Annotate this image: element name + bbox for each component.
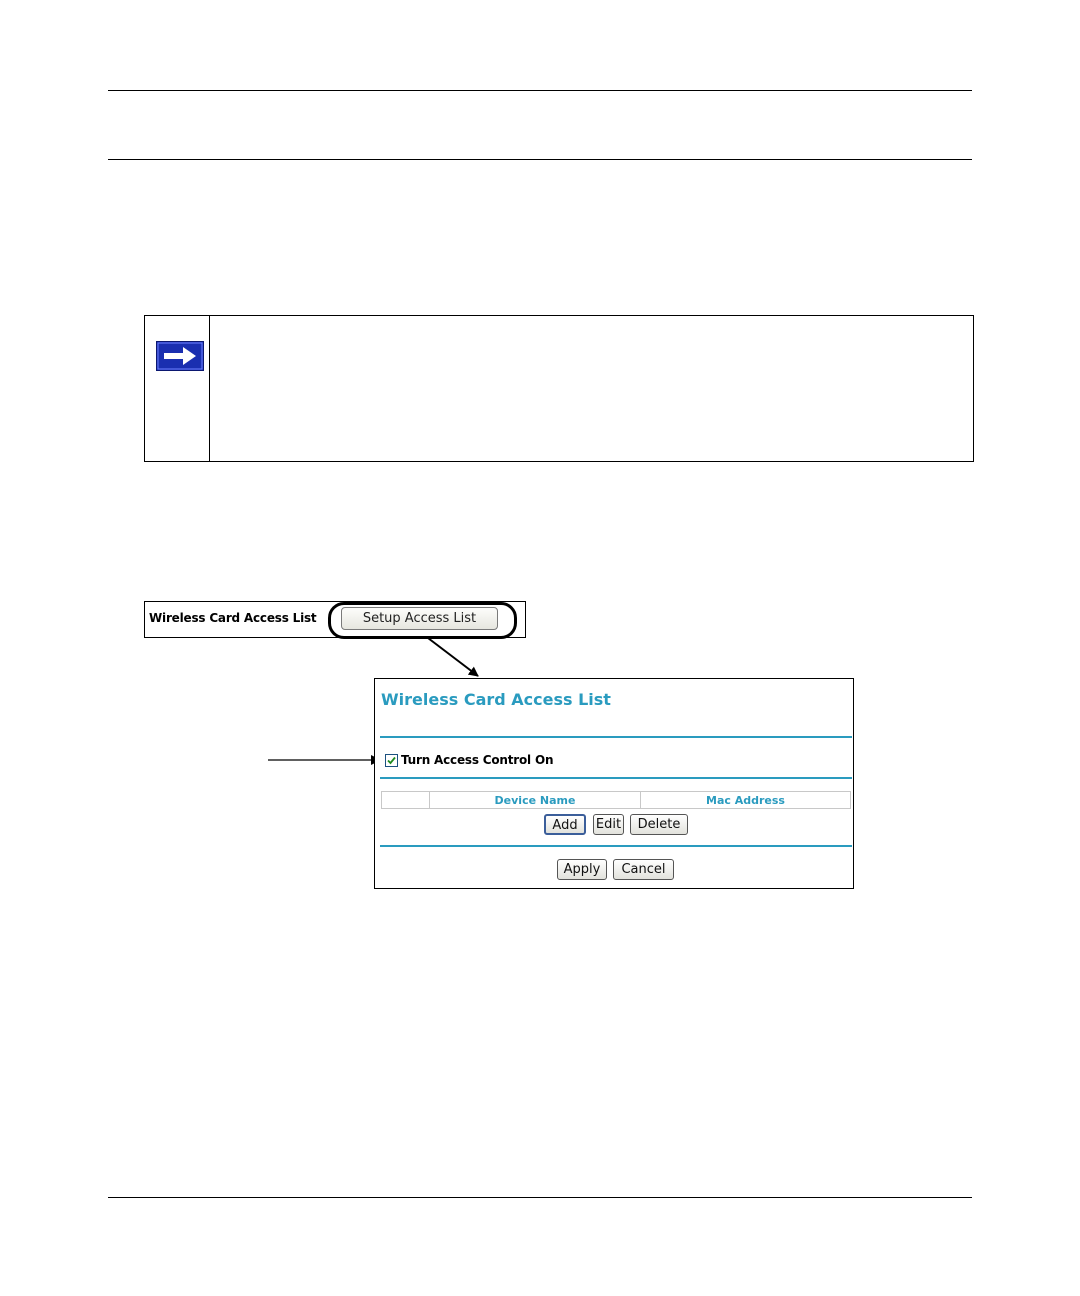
note-box (144, 315, 974, 462)
access-control-label: Turn Access Control On (401, 753, 554, 767)
panel-title: Wireless Card Access List (381, 690, 611, 709)
panel-divider (380, 777, 852, 779)
table-header-device-name: Device Name (430, 792, 641, 809)
wireless-card-access-list-label: Wireless Card Access List (149, 611, 317, 625)
table-header-select (382, 792, 430, 809)
setup-access-list-button[interactable]: Setup Access List (341, 607, 498, 630)
edit-button[interactable]: Edit (593, 814, 624, 835)
add-button[interactable]: Add (544, 814, 586, 835)
footer-rule (108, 1197, 972, 1198)
access-list-table (381, 791, 851, 809)
panel-divider (380, 845, 852, 847)
note-divider (209, 316, 210, 461)
access-list-strip-screenshot (144, 601, 526, 638)
panel-divider (380, 736, 852, 738)
callout-arrow-to-panel (428, 638, 478, 676)
table-header-mac-address: Mac Address (641, 792, 851, 809)
table-header-row (382, 792, 851, 809)
apply-button[interactable]: Apply (557, 859, 607, 880)
cancel-button[interactable]: Cancel (613, 859, 674, 880)
delete-button[interactable]: Delete (630, 814, 688, 835)
header-rule-top (108, 90, 972, 91)
checkmark-icon (387, 756, 396, 765)
access-list-panel-screenshot (374, 678, 854, 889)
right-arrow-note-icon (156, 341, 204, 371)
header-rule-bottom (108, 159, 972, 160)
access-control-checkbox[interactable] (385, 754, 398, 767)
